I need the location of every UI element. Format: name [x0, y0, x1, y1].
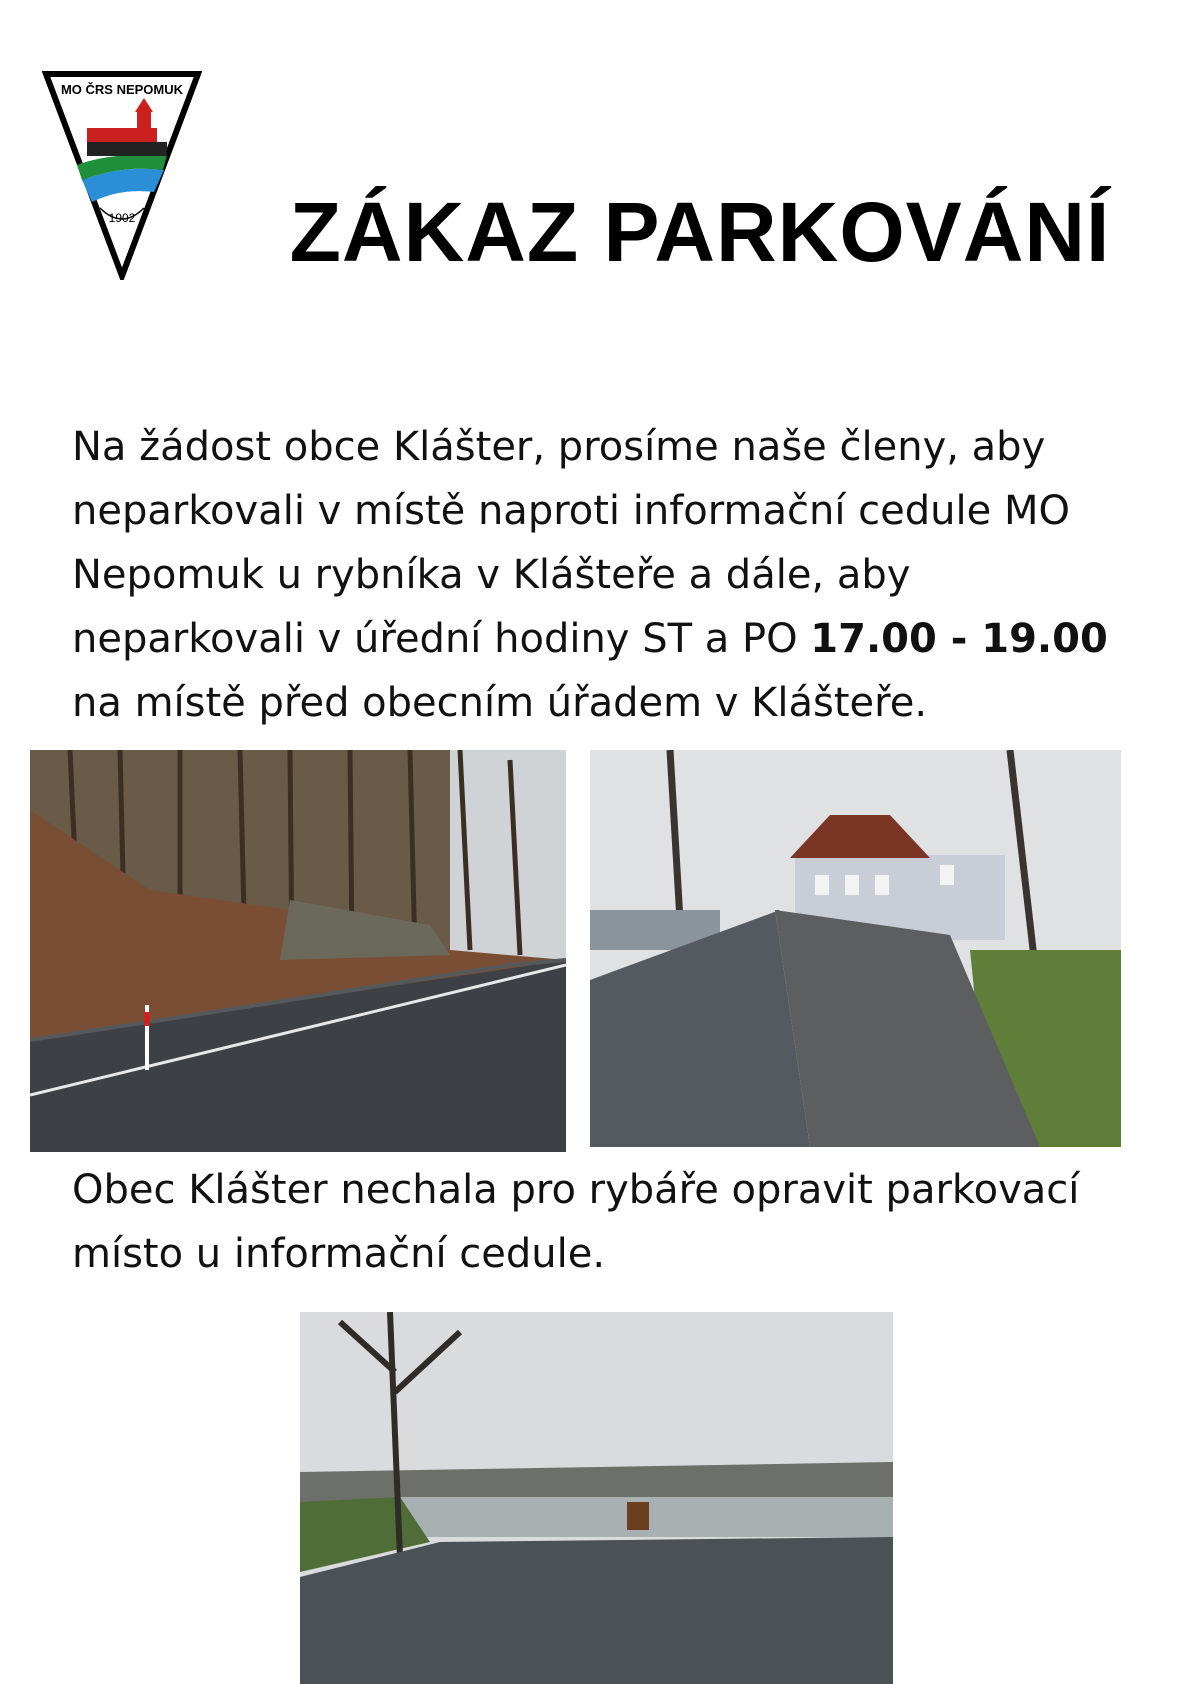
office-hours: 17.00 - 19.00	[810, 616, 1108, 662]
notice-paragraph	[72, 415, 1132, 735]
repair-paragraph: Obec Klášter nechala pro rybáře opravit parkovací místo u informační cedule.	[72, 1167, 1080, 1277]
logo-year: 1902	[108, 211, 136, 225]
club-logo	[42, 70, 202, 280]
notice-text-after: na místě před obecním úřadem v Klášteře.	[72, 680, 928, 726]
logo-org-text: MO ČRS NEPOMUK	[60, 82, 184, 97]
page-title: ZÁKAZ PARKOVÁNÍ	[289, 185, 1111, 279]
notice-text-before: Na žádost obce Klášter, prosíme naše členy, aby neparkovali v místě naproti informační cedule MO Nepomuk u rybníka v Klášteře a dále, aby neparkovali v úřední hodiny ST a PO	[72, 424, 1070, 662]
photo-village-road	[590, 750, 1121, 1147]
photo-pond-parking	[300, 1312, 893, 1684]
photo-forest-road	[30, 750, 566, 1152]
